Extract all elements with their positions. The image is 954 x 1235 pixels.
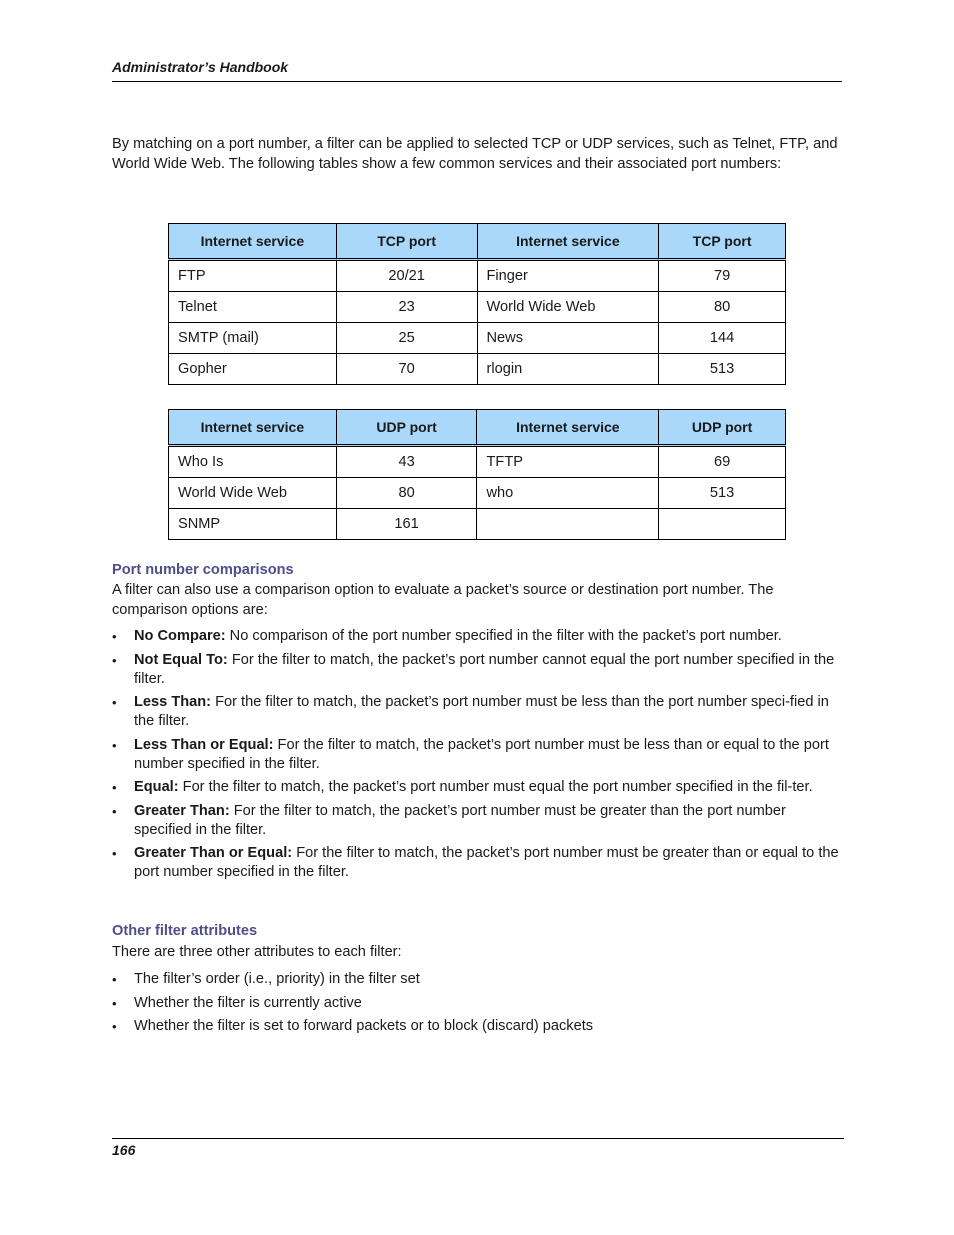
option-description: For the filter to match, the packet’s port number must be less than or equal to the port number specified in the filter. [134, 736, 829, 772]
service-cell [477, 509, 659, 540]
section-heading-port-comparisons: Port number comparisons [112, 562, 294, 578]
section-heading-other-attributes: Other filter attributes [112, 923, 258, 939]
port-cell: 79 [659, 260, 786, 292]
option-description: For the filter to match, the packet’s port number must be greater than the port number specified in the filter. [134, 802, 786, 838]
column-header: Internet service [169, 410, 337, 446]
option-term: Less Than: [134, 694, 212, 710]
comparison-options-list [112, 627, 842, 887]
service-cell: Telnet [169, 292, 337, 323]
service-cell: World Wide Web [169, 478, 337, 509]
column-header: TCP port [659, 224, 786, 260]
bullet-icon: • [112, 629, 117, 644]
option-term: Less Than or Equal: [134, 736, 274, 753]
port-cell: 70 [336, 354, 477, 385]
list-item [112, 651, 842, 689]
other-attributes-intro: There are three other attributes to each filter: [112, 944, 402, 960]
table-row [169, 260, 786, 292]
bullet-icon: • [112, 737, 117, 753]
service-cell: rlogin [477, 354, 659, 385]
port-cell: 25 [336, 323, 477, 354]
list-item [112, 802, 842, 840]
column-header: UDP port [659, 410, 786, 446]
port-cell: 513 [659, 354, 786, 385]
list-item [112, 778, 842, 797]
list-item [112, 736, 842, 774]
port-cell: 144 [659, 323, 786, 354]
table-row [169, 292, 786, 323]
option-description: For the filter to match, the packet’s port number must be less than the port number speci-fied in the filter. [134, 694, 829, 729]
tcp-port-table [168, 223, 786, 385]
port-cell: 80 [659, 292, 786, 323]
list-item [112, 693, 842, 731]
intro-paragraph: By matching on a port number, a filter can be applied to selected TCP or UDP services, such as Telnet, FTP, and World Wide Web. The following tables show a few common services and their associated port numbers: [112, 136, 838, 172]
port-cell: 69 [659, 446, 786, 478]
list-item [112, 1017, 842, 1036]
udp-port-table [168, 409, 786, 540]
port-cell [659, 509, 786, 540]
service-cell: SMTP (mail) [169, 323, 337, 354]
attributes-list [112, 970, 842, 1041]
column-header: Internet service [169, 224, 337, 260]
bullet-icon: • [112, 652, 117, 668]
table-header-row [169, 224, 786, 260]
list-item [112, 627, 842, 646]
list-item [112, 970, 842, 989]
option-term: No Compare: [134, 628, 226, 644]
bullet-icon: • [112, 1019, 117, 1034]
bullet-icon: • [112, 972, 117, 987]
port-comparisons-intro: A filter can also use a comparison option to evaluate a packet’s source or destination port number. The comparison options are: [112, 582, 774, 618]
service-cell: Finger [477, 260, 659, 292]
bullet-icon: • [112, 995, 117, 1011]
table-row [169, 446, 786, 478]
table-row [169, 323, 786, 354]
bullet-icon: • [112, 846, 117, 861]
bullet-icon: • [112, 695, 117, 710]
attribute-text: The filter’s order (i.e., priority) in the filter set [134, 971, 420, 987]
column-header: UDP port [336, 410, 477, 446]
port-cell: 43 [336, 446, 477, 478]
option-description: For the filter to match, the packet’s port number must equal the port number specified in the fil-ter. [178, 779, 813, 795]
option-term: Equal: [134, 779, 179, 795]
table-row [169, 354, 786, 385]
table-header-row [169, 410, 786, 446]
page-number: 166 [112, 1138, 844, 1158]
option-term: Greater Than: [134, 802, 230, 819]
page-header: Administrator’s Handbook [112, 59, 842, 82]
bullet-icon: • [112, 780, 117, 795]
port-cell: 80 [336, 478, 477, 509]
port-cell: 161 [336, 509, 477, 540]
option-description: No comparison of the port number specified in the filter with the packet’s port number. [225, 628, 782, 644]
service-cell: TFTP [477, 446, 659, 478]
service-cell: News [477, 323, 659, 354]
attribute-text: Whether the filter is currently active [134, 994, 362, 1011]
attribute-text: Whether the filter is set to forward packets or to block (discard) packets [134, 1018, 594, 1034]
port-cell: 23 [336, 292, 477, 323]
service-cell: FTP [169, 260, 337, 292]
option-term: Greater Than or Equal: [134, 845, 293, 861]
service-cell: Gopher [169, 354, 337, 385]
service-cell: SNMP [169, 509, 337, 540]
column-header: Internet service [477, 410, 659, 446]
option-term: Not Equal To: [134, 651, 228, 668]
bullet-icon: • [112, 803, 117, 819]
port-cell: 20/21 [336, 260, 477, 292]
option-description: For the filter to match, the packet’s port number cannot equal the port number specified in the filter. [134, 651, 835, 687]
table-row [169, 478, 786, 509]
column-header: Internet service [477, 224, 659, 260]
service-cell: Who Is [169, 446, 337, 478]
service-cell: World Wide Web [477, 292, 659, 323]
table-row [169, 509, 786, 540]
service-cell: who [477, 478, 659, 509]
column-header: TCP port [336, 224, 477, 260]
list-item [112, 994, 842, 1013]
port-cell: 513 [659, 478, 786, 509]
option-description: For the filter to match, the packet’s port number must be greater than or equal to the port number specified in the filter. [134, 845, 839, 880]
list-item [112, 844, 842, 882]
